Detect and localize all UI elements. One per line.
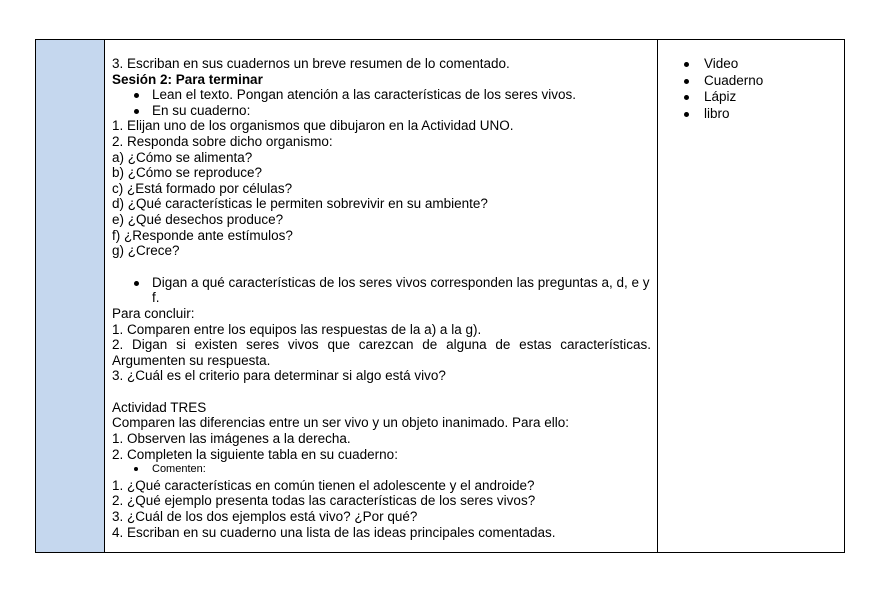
session-title [112, 72, 651, 88]
comment-question: 3. ¿Cuál de los dos ejemplos está vivo? ¿Por qué? [112, 509, 418, 525]
resources-cell [658, 40, 844, 552]
question-line: a) ¿Cómo se alimenta? [112, 149, 253, 165]
bullet-item-small: Comenten: [112, 462, 651, 478]
question-line: b) ¿Cómo se reproduce? [112, 165, 263, 181]
step-line: 1. Elijan uno de los organismos que dibujaron en la Actividad UNO. [112, 118, 514, 134]
resource-item: libro [684, 106, 838, 123]
bullet-item: Digan a qué características de los seres vivos corresponden las preguntas a, d, e y f. [112, 275, 651, 306]
comment-question: 2. ¿Qué ejemplo presenta todas las características de los seres vivos? [112, 493, 536, 509]
resource-item: Video [684, 56, 838, 73]
lesson-table [35, 39, 845, 553]
step-line: 3. Escriban en sus cuadernos un breve resumen de lo comentado. [112, 56, 510, 71]
comment-question: 1. ¿Qué características en común tienen el adolescente y el androide? [112, 477, 535, 493]
spacer [112, 384, 651, 400]
comment-question: 4. Escriban en su cuaderno una lista de las ideas principales comentadas. [112, 524, 556, 540]
activity-intro: Comparen las diferencias entre un ser vivo y un objeto inanimado. Para ello: [112, 415, 570, 431]
para-concluir-heading: Para concluir: [112, 305, 195, 321]
question-line: f) ¿Responde ante estímulos? [112, 227, 293, 243]
question-line: e) ¿Qué desechos produce? [112, 211, 284, 227]
question-line: g) ¿Crece? [112, 243, 180, 259]
conclude-line: 3. ¿Cuál es el criterio para determinar si algo está vivo? [112, 368, 446, 384]
bullet-item: Lean el texto. Pongan atención a las características de los seres vivos. [112, 87, 651, 103]
session-title-rest: : Para terminar [167, 71, 263, 87]
resource-item: Lápiz [684, 89, 838, 106]
conclude-line: 2. Digan si existen seres vivos que carezcan de alguna de estas características. Argumenten su respuesta. [112, 337, 651, 368]
shaded-column [36, 40, 105, 552]
activities-cell [105, 40, 658, 552]
step-line: 2. Responda sobre dicho organismo: [112, 133, 333, 149]
bullet-item: En su cuaderno: [112, 103, 651, 119]
question-line: c) ¿Está formado por células? [112, 180, 293, 196]
resource-item: Cuaderno [684, 73, 838, 90]
session-title-bold: Sesión 2 [112, 71, 168, 87]
activity-step: 1. Observen las imágenes a la derecha. [112, 431, 351, 447]
conclude-line: 1. Comparen entre los equipos las respuestas de la a) a la g). [112, 321, 482, 337]
activity-title: Actividad TRES [112, 399, 207, 415]
question-line: d) ¿Qué características le permiten sobrevivir en su ambiente? [112, 196, 488, 212]
spacer [112, 259, 651, 275]
activity-step: 2. Completen la siguiente tabla en su cuaderno: [112, 446, 398, 462]
